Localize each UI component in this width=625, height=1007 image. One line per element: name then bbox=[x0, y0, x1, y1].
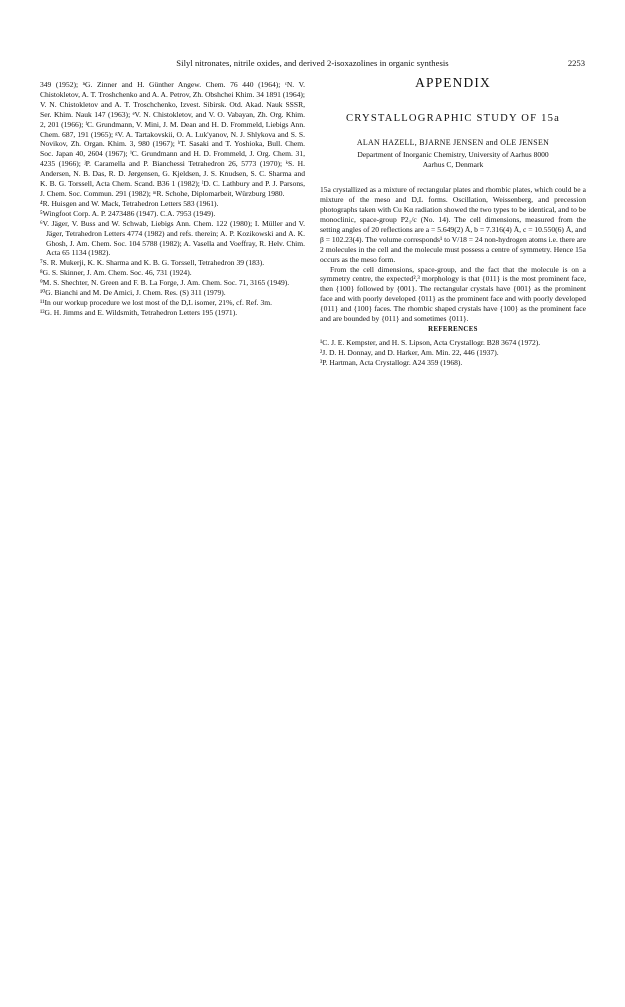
reference-6: ⁶V. Jäger, V. Buss and W. Schwab, Liebigs Ann. Chem. 122 (1980); I. Müller and V. Jäger, Tetrahedron Letters 4774 (1982) and refs. therein; A. P. Kozikowski and A. K. Ghosh, J. Am. Chem. Soc. 104 5788 (1982); A. Vasella and Voeffray, R. Helv. Chim. Acta 65 1134 (1982). bbox=[40, 218, 305, 258]
affiliation-line: Aarhus C, Denmark bbox=[422, 159, 484, 169]
reference-10: ¹⁰G. Bianchi and M. De Amici, J. Chem. Res. (S) 311 (1979). bbox=[40, 288, 226, 298]
reference-7: ⁷S. R. Mukerji, K. K. Sharma and K. B. G. Torssell, Tetrahedron 39 (183). bbox=[40, 258, 265, 268]
section-title: CRYSTALLOGRAPHIC STUDY OF 15a bbox=[346, 112, 560, 124]
running-title: Silyl nitronates, nitrile oxides, and derived 2-isoxazolines in organic synthesis bbox=[176, 58, 449, 68]
running-head bbox=[40, 58, 585, 72]
body-paragraph: 15a crystallized as a mixture of rectangular plates and rhombic plates, which could be a mixture of the meso and D,L forms. Oscillation, Weissenberg, and precession photographs taken with Cu Kα radiation showed the two types to be identical, and to be monoclinic, space-group P2₁/c (No. 14). The cell dimensions, measured from the setting angles of 20 reflections are a = 5.649(2) Å, b = 7.316(4) Å, c = 10.550(6) Å, and β = 102.23(4). The volume corresponds¹ to V/18 = 24 non-hydrogen atoms i.e. there are 2 molecules in the cell and the molecule must possess a centre of symmetry. Hence 15a occurs as the meso form. bbox=[320, 185, 586, 264]
reference-4: ⁴R. Huisgen and W. Mack, Tetrahedron Letters 583 (1961). bbox=[40, 198, 219, 208]
reference-9: ⁹M. S. Shechter, N. Green and F. B. La Forge, J. Am. Chem. Soc. 71, 3165 (1949). bbox=[40, 278, 290, 288]
reference-12: ¹²G. H. Jimms and E. Wildsmith, Tetrahedron Letters 195 (1971). bbox=[40, 307, 238, 317]
appendix-reference-1: ¹C. J. E. Kempster, and H. S. Lipson, Acta Crystallogr. B28 3674 (1972). bbox=[320, 337, 541, 347]
reference-continuation: 349 (1952); ⁿG. Zinner and H. Günther Angew. Chem. 76 440 (1964); ᶜN. V. Chistokletov, A. T. Troshchenko and A. A. Petrov, Zh. Obshchei Khim. 34 1891 (1964); V. N. Chistokletov and A. T. Troschchenko, Izvest. Sibirsk. Otd. Akad. Nauk SSSR, Ser. Khim. Nauk 147 (1963); ᵉV. N. Chistokletov, and V. O. Vabayan, Zh. Org. Khim. 2, 201 (1966); ᶠC. Grundmann, V. Mini, J. M. Dean and H. D. Frommeld, Liebigs Ann. Chem. 687, 191 (1965); ᵍV. A. Tartakovskii, O. A. Luk'yanov, N. J. Shlykova and S. S. Novikov, Zh. Organ. Khim. 3, 980 (1967); ʰT. Sasaki and T. Yoshioka, Bull. Chem. Soc. Japan 40, 2604 (1967); ⁱC. Grundmann and H. D. Frommeld, J. Org. Chem. 31, 4235 (1966); ʲP. Caramella and P. Bianchessi Tetrahedron 26, 5773 (1970); ᵏS. H. Andersen, N. B. Das, R. D. Jørgensen, G. Kjeldsen, J. S. Knudsen, S. C. Sharma and K. B. G. Torssell, Acta Chem. Scand. B36 1 (1982); ˡD. C. Lathbury and P. J. Parsons, J. Chem. Soc. Commun. 291 (1982); ᵐR. Schohe, Diplomarbeit, Würzburg 1980. bbox=[40, 80, 305, 198]
right-column bbox=[320, 75, 586, 368]
affiliation-line: Department of Inorganic Chemistry, University of Aarhus 8000 bbox=[357, 149, 549, 159]
reference-5: ⁵Wingfoot Corp. A. P. 2473486 (1947). C.A. 7953 (1949). bbox=[40, 208, 216, 218]
page-number: 2253 bbox=[567, 58, 585, 68]
body-paragraph: From the cell dimensions, space-group, and the fact that the molecule is on a symmetry centre, the expected²,³ morphology is that {011} is the most prominent face, then {100} followed by {001}. The rectangular crystals have {001} as the prominent face and with poorly developed {011} as the prominent face and with poorly developed {011} and {100} faces. The rhombic shaped crystals have {100} as the prominent face and are bounded by {011} and sometimes {011}. bbox=[320, 264, 586, 324]
reference-8: ⁸G. S. Skinner, J. Am. Chem. Soc. 46, 731 (1924). bbox=[40, 268, 192, 278]
references-heading: REFERENCES bbox=[428, 326, 478, 333]
reference-11: ¹¹In our workup procedure we lost most of the D,L isomer, 21%, cf. Ref. 3m. bbox=[40, 297, 272, 307]
authors: ALAN HAZELL, BJARNE JENSEN and OLE JENSEN bbox=[356, 137, 550, 147]
left-column bbox=[40, 80, 305, 318]
affiliation bbox=[320, 150, 586, 170]
appendix-reference-3: ³P. Hartman, Acta Crystallogr. A24 359 (1968). bbox=[320, 357, 463, 367]
appendix-heading: APPENDIX bbox=[415, 75, 491, 90]
appendix-reference-2: ²J. D. H. Donnay, and D. Harker, Am. Min. 22, 446 (1937). bbox=[320, 347, 499, 357]
